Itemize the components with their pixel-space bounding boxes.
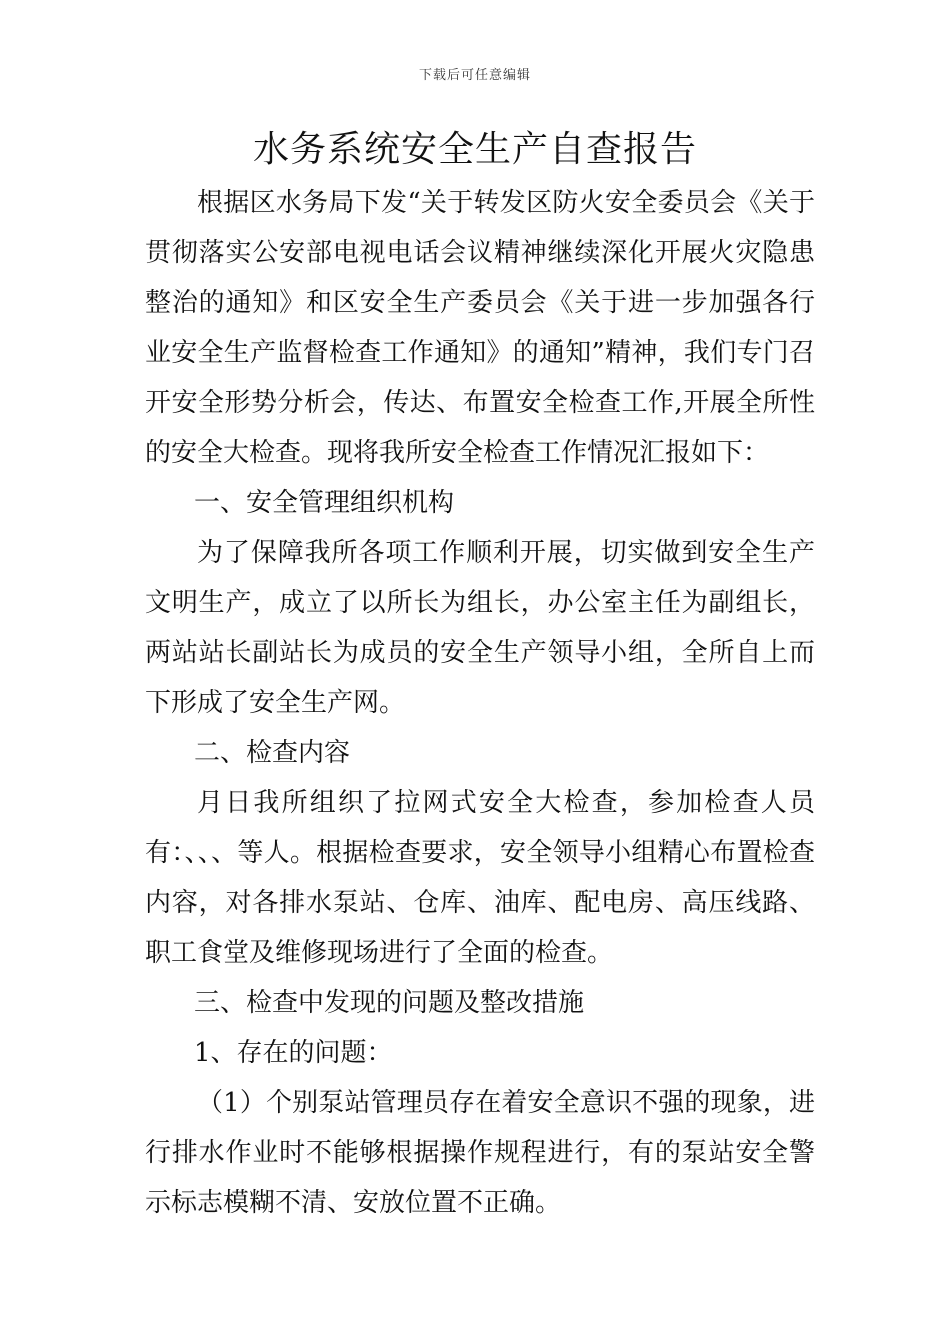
problem-item-1: （1）个别泵站管理员存在着安全意识不强的现象，进行排水作业时不能够根据操作规程进行，有的泵站安全警示标志模糊不清、安放位置不正确。 [145,1088,815,1218]
organization-paragraph: 为了保障我所各项工作顺利开展，切实做到安全生产文明生产，成立了以所长为组长，办公室主任为副组长，两站站长副站长为成员的安全生产领导小组，全所自上而下形成了安全生产网。 [145,538,815,718]
inspection-content-paragraph: 月日我所组织了拉网式安全大检查，参加检查人员有：、、、等人。根据检查要求，安全领导小组精心布置检查内容，对各排水泵站、仓库、油库、配电房、高压线路、职工食堂及维修现场进行了全面的检查。 [145,788,815,968]
section-heading-inspection-content: 二、检查内容 [194,738,351,768]
document-title: 水务系统安全生产自查报告 [252,129,697,170]
header-note: 下载后可任意编辑 [418,68,531,83]
section-heading-problems: 三、检查中发现的问题及整改措施 [194,988,585,1018]
section-heading-organization: 一、安全管理组织机构 [194,488,455,518]
document-body [145,178,815,1228]
intro-paragraph: 根据区水务局下发“关于转发区防火安全委员会《关于贯彻落实公安部电视电话会议精神继续深化开展火灾隐患整治的通知》和区安全生产委员会《关于进一步加强各行业安全生产监督检查工作通知》的通知”精神，我们专门召开安全形势分析会，传达、布置安全检查工作,开展全所性的安全大检查。现将我所安全检查工作情况汇报如下： [145,188,815,468]
subheading-existing-problems: 1、存在的问题： [194,1038,393,1068]
